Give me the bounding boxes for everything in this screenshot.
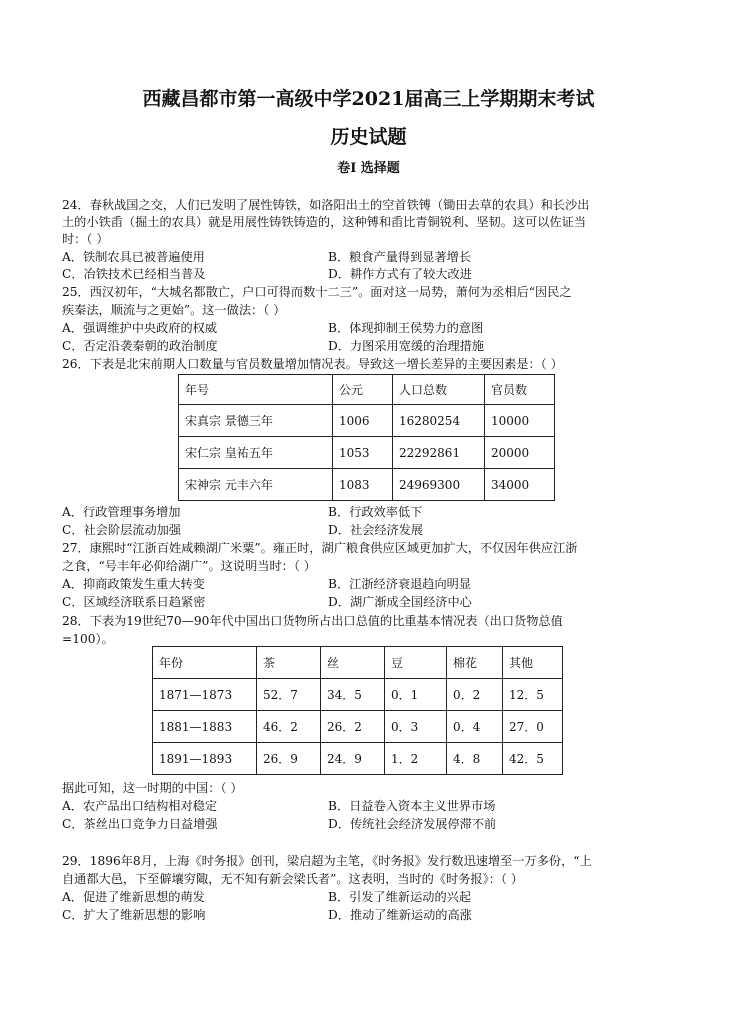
export-share-table bbox=[152, 646, 563, 775]
table-cell: 34．5 bbox=[321, 679, 385, 711]
table-row bbox=[179, 437, 555, 469]
table-cell: 1881—1883 bbox=[153, 711, 257, 743]
option-c[interactable]: C．区域经济联系日趋紧密 bbox=[62, 595, 206, 609]
table-cell: 22292861 bbox=[393, 437, 485, 469]
table-cell: 42．5 bbox=[503, 743, 563, 775]
table-cell: 24969300 bbox=[393, 469, 485, 501]
question-text-line: 29．1896年8月，上海《时务报》创刊，梁启超为主笔，《时务报》发行数迅速增至一万多份，“上 bbox=[62, 854, 592, 868]
question-text-line: 之食，“号丰年必仰给湖广”。这说明当时：（ ） bbox=[62, 559, 316, 573]
option-b[interactable]: B．日益卷入资本主义世界市场 bbox=[328, 799, 496, 813]
question-text-line: 28．下表为19世纪70—90年代中国出口货物所占出口总值的比重基本情况表（出口货物总值 bbox=[62, 614, 563, 628]
table-header-cell: 丝 bbox=[321, 647, 385, 679]
option-b[interactable]: B．行政效率低下 bbox=[328, 505, 423, 519]
table-cell: 52．7 bbox=[257, 679, 321, 711]
table-row bbox=[153, 679, 563, 711]
table-header-cell: 其他 bbox=[503, 647, 563, 679]
option-c[interactable]: C．扩大了维新思想的影响 bbox=[62, 908, 206, 922]
table-header-cell: 年号 bbox=[179, 375, 333, 405]
question-text-line: 25．西汉初年，“大城名都散亡，户口可得而数十二三”。面对这一局势，萧何为丞相后“因民之 bbox=[62, 285, 572, 299]
option-b[interactable]: B．体现抑制王侯势力的意图 bbox=[328, 321, 484, 335]
table-row bbox=[153, 743, 563, 775]
question-text-line: 27．康熙时“江浙百姓咸赖湖广米粟”。雍正时，湖广粮食供应区域更加扩大，不仅因年供应江浙 bbox=[62, 541, 578, 555]
table-cell: 26．9 bbox=[257, 743, 321, 775]
table-row bbox=[179, 469, 555, 501]
table-header-cell: 官员数 bbox=[485, 375, 555, 405]
option-b[interactable]: B．江浙经济衰退趋向明显 bbox=[328, 577, 472, 591]
table-header-cell: 豆 bbox=[385, 647, 447, 679]
table-cell: 16280254 bbox=[393, 405, 485, 437]
table-cell: 26．2 bbox=[321, 711, 385, 743]
table-cell: 0．3 bbox=[385, 711, 447, 743]
table-header-cell: 人口总数 bbox=[393, 375, 485, 405]
table-cell: 1871—1873 bbox=[153, 679, 257, 711]
population-official-table bbox=[178, 374, 555, 501]
question-text-line: 26．下表是北宋前期人口数量与官员数量增加情况表。导致这一增长差异的主要因素是：（ ） bbox=[62, 357, 563, 371]
option-d[interactable]: D．耕作方式有了较大改进 bbox=[328, 267, 472, 281]
option-c[interactable]: C．茶丝出口竞争力日益增强 bbox=[62, 817, 218, 831]
table-header-row bbox=[179, 375, 555, 405]
option-b[interactable]: B．粮食产量得到显著增长 bbox=[328, 250, 472, 264]
table-row bbox=[153, 711, 563, 743]
table-cell: 0．2 bbox=[447, 679, 503, 711]
table-row bbox=[179, 405, 555, 437]
subject-title: 历史试题 bbox=[330, 126, 407, 148]
table-cell: 1083 bbox=[333, 469, 393, 501]
table-cell: 10000 bbox=[485, 405, 555, 437]
question-text-line: 24．春秋战国之交，人们已发明了展性铸铁，如洛阳出土的空首铁镈（锄田去草的农具）和长沙出 bbox=[62, 198, 590, 212]
exam-title: 西藏昌都市第一高级中学2021届高三上学期期末考试 bbox=[142, 88, 595, 110]
table-cell: 46．2 bbox=[257, 711, 321, 743]
table-cell: 4．8 bbox=[447, 743, 503, 775]
table-header-cell: 茶 bbox=[257, 647, 321, 679]
option-c[interactable]: C．冶铁技术已经相当普及 bbox=[62, 267, 206, 281]
question-text-line: 时：（ ） bbox=[62, 232, 109, 246]
option-a[interactable]: A．农产品出口结构相对稳定 bbox=[62, 799, 218, 813]
option-c[interactable]: C．社会阶层流动加强 bbox=[62, 523, 182, 537]
option-d[interactable]: D．推动了维新运动的高涨 bbox=[328, 908, 472, 922]
table-header-cell: 年份 bbox=[153, 647, 257, 679]
table-header-row bbox=[153, 647, 563, 679]
table-cell: 宋真宗 景德三年 bbox=[179, 405, 333, 437]
table-cell: 12．5 bbox=[503, 679, 563, 711]
table-cell: 0．1 bbox=[385, 679, 447, 711]
option-a[interactable]: A．抑商政策发生重大转变 bbox=[62, 577, 205, 591]
table-cell: 1053 bbox=[333, 437, 393, 469]
option-a[interactable]: A．行政管理事务增加 bbox=[62, 505, 181, 519]
table-cell: 宋仁宗 皇祐五年 bbox=[179, 437, 333, 469]
option-b[interactable]: B．引发了维新运动的兴起 bbox=[328, 890, 472, 904]
option-a[interactable]: A．铁制农具已被普遍使用 bbox=[62, 250, 205, 264]
table-cell: 34000 bbox=[485, 469, 555, 501]
table-cell: 1006 bbox=[333, 405, 393, 437]
question-text-line: =100）。 bbox=[62, 632, 114, 646]
section-title: 卷Ⅰ 选择题 bbox=[337, 161, 400, 176]
question-text-line: 据此可知，这一时期的中国：（ ） bbox=[62, 781, 243, 795]
table-header-cell: 公元 bbox=[333, 375, 393, 405]
question-text-line: 疾秦法，顺流与之更始”。这一做法：（ ） bbox=[62, 303, 286, 317]
question-text-line: 土的小铁臿（掘土的农具）就是用展性铸铁铸造的，这种镈和臿比青铜锐利、坚韧。这可以佐证当 bbox=[62, 215, 587, 229]
table-cell: 0．4 bbox=[447, 711, 503, 743]
option-d[interactable]: D．社会经济发展 bbox=[328, 523, 424, 537]
table-cell: 24．9 bbox=[321, 743, 385, 775]
table-header-cell: 棉花 bbox=[447, 647, 503, 679]
table-cell: 1891—1893 bbox=[153, 743, 257, 775]
question-text-line: 自通都大邑，下至僻壤穷陬，无不知有新会梁氏者”。这表明，当时的《时务报》：（ ） bbox=[62, 872, 524, 886]
option-a[interactable]: A．强调维护中央政府的权威 bbox=[62, 321, 218, 335]
table-cell: 宋神宗 元丰六年 bbox=[179, 469, 333, 501]
option-a[interactable]: A．促进了维新思想的萌发 bbox=[62, 890, 205, 904]
option-c[interactable]: C．否定沿袭秦朝的政治制度 bbox=[62, 339, 218, 353]
table-cell: 20000 bbox=[485, 437, 555, 469]
option-d[interactable]: D．湖广渐成全国经济中心 bbox=[328, 595, 472, 609]
table-cell: 27．0 bbox=[503, 711, 563, 743]
option-d[interactable]: D．传统社会经济发展停滞不前 bbox=[328, 817, 497, 831]
table-cell: 1．2 bbox=[385, 743, 447, 775]
option-d[interactable]: D．力图采用宽缓的治理措施 bbox=[328, 339, 485, 353]
